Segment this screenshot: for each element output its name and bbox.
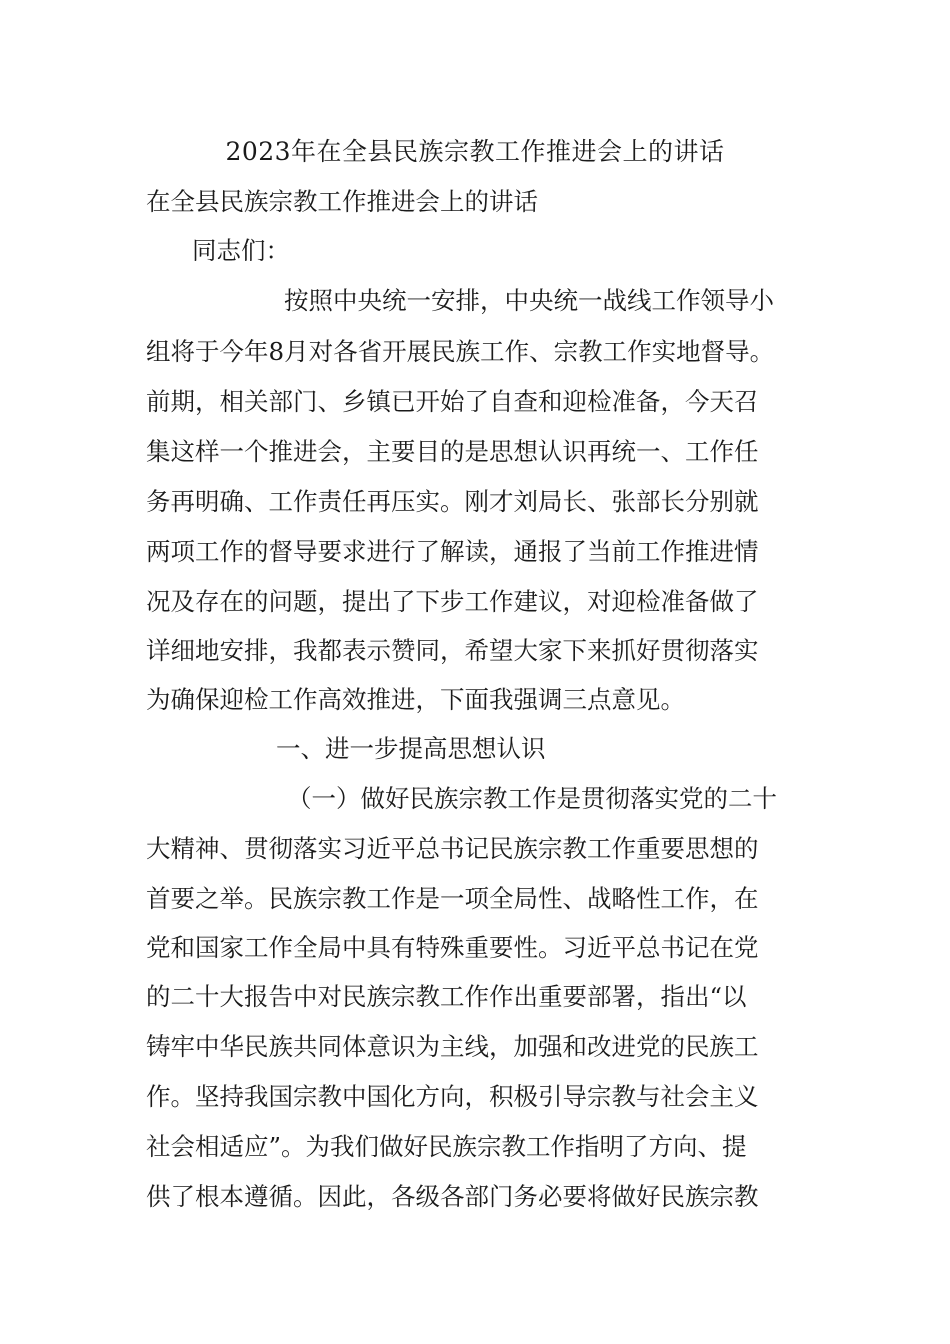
body-line: 组将于今年8月对各省开展民族工作、宗教工作实地督导。 (146, 337, 775, 366)
body-line: 按照中央统一安排，中央统一战线工作领导小 (284, 286, 774, 315)
section-heading: 一、进一步提高思想认识 (276, 734, 546, 763)
document-title: 2023年在全县民族宗教工作推进会上的讲话 (225, 137, 725, 166)
body-line: （一）做好民族宗教工作是贯彻落实党的二十 (287, 784, 777, 813)
body-line: 首要之举。民族宗教工作是一项全局性、战略性工作，在 (146, 884, 759, 913)
body-line: 大精神、贯彻落实习近平总书记民族宗教工作重要思想的 (146, 834, 759, 863)
body-line: 详细地安排，我都表示赞同，希望大家下来抓好贯彻落实 (146, 636, 759, 665)
body-line: 供了根本遵循。因此，各级各部门务必要将做好民族宗教 (146, 1182, 759, 1211)
document-subtitle: 在全县民族宗教工作推进会上的讲话 (146, 187, 538, 216)
body-line: 党和国家工作全局中具有特殊重要性。习近平总书记在党 (146, 933, 759, 962)
body-line: 为确保迎检工作高效推进，下面我强调三点意见。 (146, 685, 685, 714)
body-line: 作。坚持我国宗教中国化方向，积极引导宗教与社会主义 (146, 1082, 759, 1111)
body-line: 社会相适应”。为我们做好民族宗教工作指明了方向、提 (146, 1132, 747, 1161)
body-line: 两项工作的督导要求进行了解读，通报了当前工作推进情 (146, 537, 759, 566)
body-line: 的二十大报告中对民族宗教工作作出重要部署，指出“以 (146, 982, 747, 1011)
salutation: 同志们： (192, 236, 290, 265)
body-line: 集这样一个推进会，主要目的是思想认识再统一、工作任 (146, 437, 759, 466)
body-line: 前期，相关部门、乡镇已开始了自查和迎检准备，今天召 (146, 387, 759, 416)
body-line: 务再明确、工作责任再压实。刚才刘局长、张部长分别就 (146, 487, 759, 516)
body-line: 况及存在的问题，提出了下步工作建议，对迎检准备做了 (146, 587, 759, 616)
body-line: 铸牢中华民族共同体意识为主线，加强和改进党的民族工 (146, 1032, 759, 1061)
